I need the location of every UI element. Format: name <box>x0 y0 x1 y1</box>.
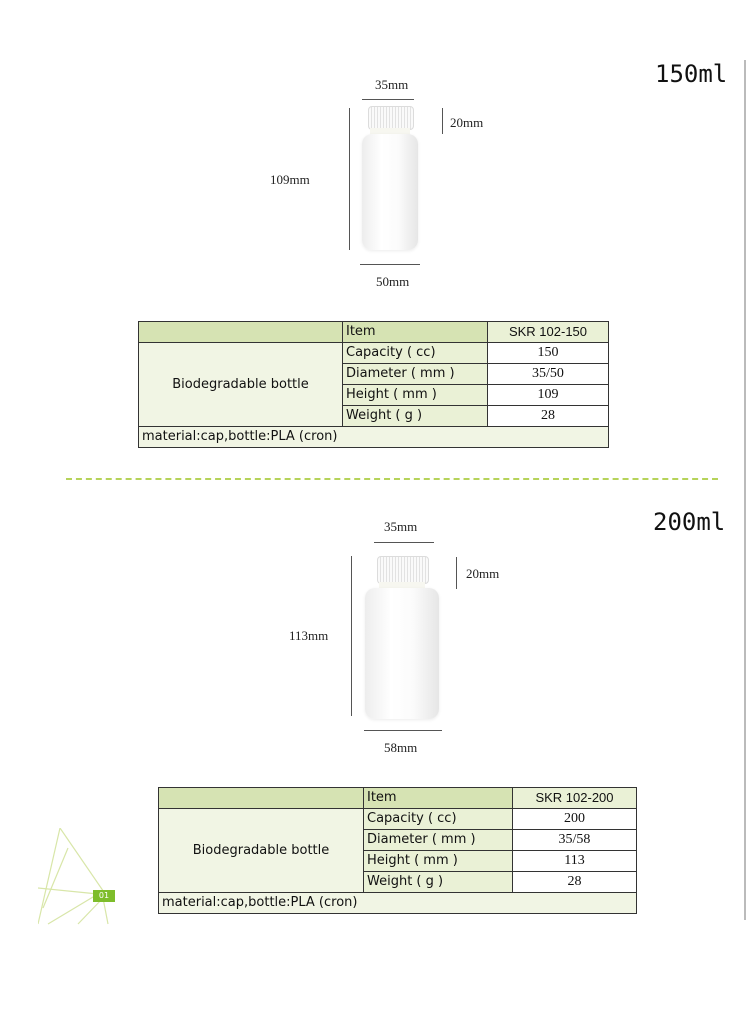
cap-height-line <box>442 108 443 134</box>
diameter-label: 58mm <box>384 740 418 755</box>
cap-width-line <box>374 542 434 543</box>
spec-value: 28 <box>513 872 637 893</box>
material-note: material:cap,bottle:PLA (cron) <box>159 893 637 914</box>
page-number-tag: 01 <box>93 890 115 902</box>
corner-decoration <box>38 828 138 928</box>
diameter-label: 50mm <box>376 274 410 289</box>
cap-height-label: 20mm <box>450 115 484 130</box>
right-edge-line <box>744 60 746 920</box>
bottle-image-150 <box>360 106 420 251</box>
bottle-body <box>362 134 418 250</box>
spec-label: Weight ( g ) <box>343 406 488 427</box>
spec-value: 28 <box>488 406 609 427</box>
cap-width-line <box>362 99 414 100</box>
spec-value: 200 <box>513 809 637 830</box>
diameter-line <box>360 264 420 265</box>
bottle-cap <box>377 556 429 584</box>
cap-height-line <box>456 557 457 589</box>
spec-value: 109 <box>488 385 609 406</box>
cap-height-label: 20mm <box>466 566 500 581</box>
height-line <box>349 108 350 250</box>
product-name: Biodegradable bottle <box>139 343 343 427</box>
diameter-line <box>364 730 442 731</box>
height-label: 109mm <box>270 172 310 187</box>
spec-label: Height ( mm ) <box>364 851 513 872</box>
model-number: SKR 102-150 <box>488 322 609 343</box>
volume-label-150: 150ml <box>655 60 728 88</box>
cap-width-label: 35mm <box>384 519 418 534</box>
spec-table-150 <box>138 321 609 448</box>
item-header: Item <box>364 788 513 809</box>
volume-label-200: 200ml <box>653 508 726 536</box>
bottle-image-200 <box>363 556 441 720</box>
spec-label: Height ( mm ) <box>343 385 488 406</box>
cap-width-label: 35mm <box>375 77 409 92</box>
spec-label: Diameter ( mm ) <box>343 364 488 385</box>
spec-value: 35/58 <box>513 830 637 851</box>
height-line <box>351 556 352 716</box>
height-label: 113mm <box>289 628 329 643</box>
bottle-cap <box>368 106 414 130</box>
spec-value: 35/50 <box>488 364 609 385</box>
product-name: Biodegradable bottle <box>159 809 364 893</box>
material-note: material:cap,bottle:PLA (cron) <box>139 427 609 448</box>
spec-value: 150 <box>488 343 609 364</box>
spec-label: Weight ( g ) <box>364 872 513 893</box>
spec-label: Capacity ( cc) <box>343 343 488 364</box>
item-header: Item <box>343 322 488 343</box>
model-number: SKR 102-200 <box>513 788 637 809</box>
spec-label: Capacity ( cc) <box>364 809 513 830</box>
spec-value: 113 <box>513 851 637 872</box>
bottle-body <box>365 588 439 719</box>
spec-label: Diameter ( mm ) <box>364 830 513 851</box>
section-divider <box>66 478 718 480</box>
spec-table-200 <box>158 787 637 914</box>
